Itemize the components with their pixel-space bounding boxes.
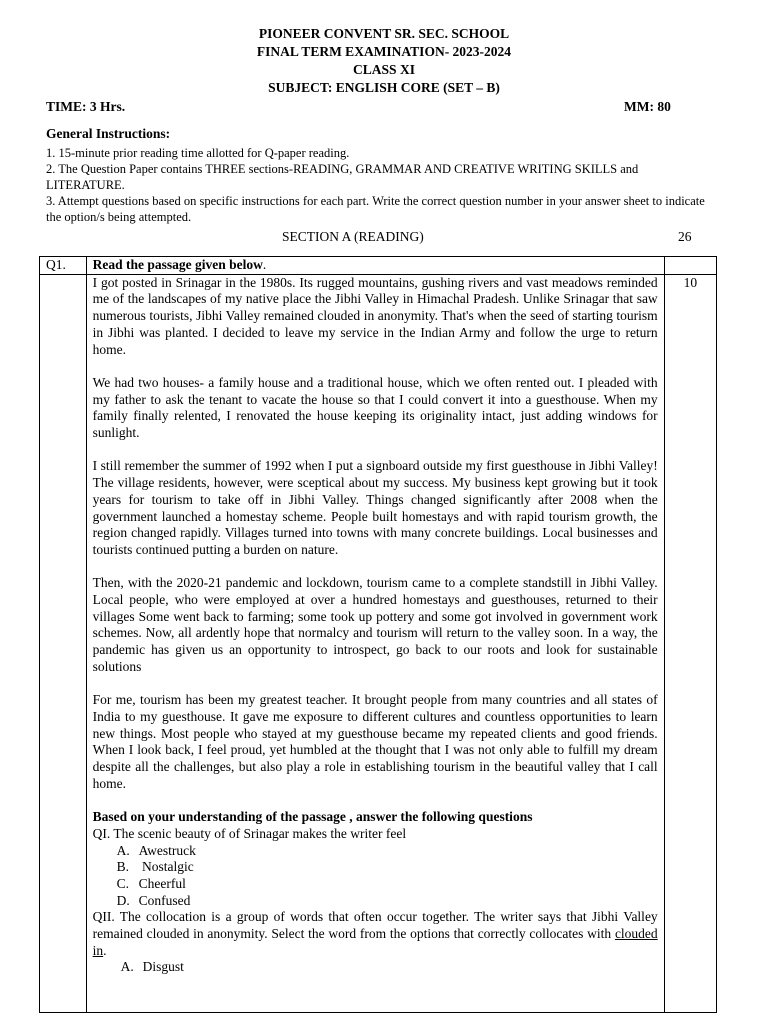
max-marks-label: MM: 80 [624, 99, 671, 114]
passage-cell [86, 274, 664, 1012]
subject-label: SUBJECT: ENGLISH CORE (SET – B) [268, 80, 500, 95]
option-text: Awestruck [138, 842, 196, 858]
exam-title: FINAL TERM EXAMINATION- 2023-2024 [256, 44, 512, 59]
passage-paragraph: We had two houses- a family house and a traditional house, which we often rented out. I pleaded with my father to ask the tenant to vacate the house so that I could convert it into a guesthouse. When my family finally relented, I renovated the house keeping its originality intact, just adding windows for sunlight. [92, 374, 658, 441]
section-marks: 26 [678, 229, 692, 244]
instruction-item: 2. The Question Paper contains THREE sections-READING, GRAMMAR AND CREATIVE WRITING SKILLS and LITERATURE. [46, 162, 639, 192]
collocation-phrase: clouded in [92, 926, 658, 958]
table-row [40, 274, 717, 1012]
option-letter: B. [116, 859, 130, 875]
class-label: CLASS XI [353, 62, 415, 77]
question-marks: 10 [664, 274, 716, 1012]
option-letter: A. [120, 959, 134, 975]
table-row [40, 257, 717, 275]
passage-paragraph: I got posted in Srinagar in the 1980s. Its rugged mountains, gushing rivers and vast meadows reminded me of the landscapes of my native place the Jibhi Valley in Himachal Pradesh. Unlike Srinagar that saw numerous tourists, Jibhi Valley remained clouded in anonymity. That's when the seed of starting tourism in Jibhi was planted. I decided to leave my service in the Indian Army and follow the urge to return home. [92, 274, 658, 357]
instruction-item: 1. 15-minute prior reading time allotted for Q-paper reading. [46, 146, 350, 160]
option-item [93, 893, 658, 910]
question-heading: Read the passage given below [92, 257, 263, 272]
school-name: PIONEER CONVENT SR. SEC. SCHOOL [258, 26, 510, 41]
empty-cell [664, 257, 716, 275]
sub-question-2-text: QII. The collocation is a group of words that often occur together. The writer says that Jibhi Valley remained clouded in anonymity. Select the word from the options that correctly collocates with [92, 909, 658, 942]
passage-paragraph: For me, tourism has been my greatest teacher. It brought people from many countries and all states of India to my guesthouse. It gave me exposure to different cultures and countless opportunities to learn new things. Most people who stayed at my guesthouse became my repeated clients and good friends. When I look back, I feel proud, yet humbled at the thought that I was not only able to fulfill my dream despite all the challenges, but also play a role in establishing tourism in the beautiful valley that I call home. [92, 692, 658, 791]
option-letter: C. [116, 875, 130, 891]
section-title: SECTION A (READING) [282, 229, 424, 244]
option-item [93, 843, 658, 860]
question-heading-cell [86, 257, 664, 275]
option-item [93, 859, 658, 876]
option-item [93, 959, 658, 976]
questions-subheading: Based on your understanding of the passage , answer the following questions [92, 809, 533, 825]
instruction-item: 3. Attempt questions based on specific instructions for each part. Write the correct question number in your answer sheet to indicate the option/s being attempted. [46, 194, 705, 224]
time-label: TIME: 3 Hrs. [46, 99, 126, 114]
option-letter: D. [116, 892, 130, 908]
empty-cell [40, 274, 87, 1012]
option-text: Nostalgic [138, 859, 194, 875]
option-text: Disgust [142, 959, 184, 975]
passage-paragraph: I still remember the summer of 1992 when I put a signboard outside my first guesthouse in Jibhi Valley! The village residents, however, were sceptical about my success. My business kept growing but it took years for tourism to take off in Jibhi Valley. Things changed significantly after 2008 when the government launched a homestay scheme. People built homestays and with rapid tourism growth, the region changed rapidly. Villages turned into towns with many concrete buildings. Local businesses and tourists continued putting a burden on nature. [92, 458, 658, 557]
option-letter: A. [116, 842, 130, 858]
sub-question-2-end: . [103, 942, 107, 958]
option-text: Cheerful [138, 875, 186, 891]
option-item [93, 876, 658, 893]
question-table [39, 256, 717, 1013]
question-number: Q1. [40, 257, 87, 275]
sub-question-1: QI. The scenic beauty of of Srinagar makes the writer feel [92, 825, 407, 841]
question-heading-end: . [262, 257, 267, 272]
passage-paragraph: Then, with the 2020-21 pandemic and lockdown, tourism came to a complete standstill in Jibhi Valley. Local people, who were employed at over a hundred homestays and guesthouses, returned to their villages Some went back to farming; some took up pottery and some got involved in government work schemes. Now, all ardently hope that normalcy and tourism will return to the valley soon. In a way, the pandemic has given us an opportunity to introspect, go back to our roots and look for sustainable solutions [92, 575, 658, 674]
option-text: Confused [138, 892, 191, 908]
instructions-title: General Instructions: [46, 126, 171, 141]
sub-question-2 [93, 909, 658, 959]
